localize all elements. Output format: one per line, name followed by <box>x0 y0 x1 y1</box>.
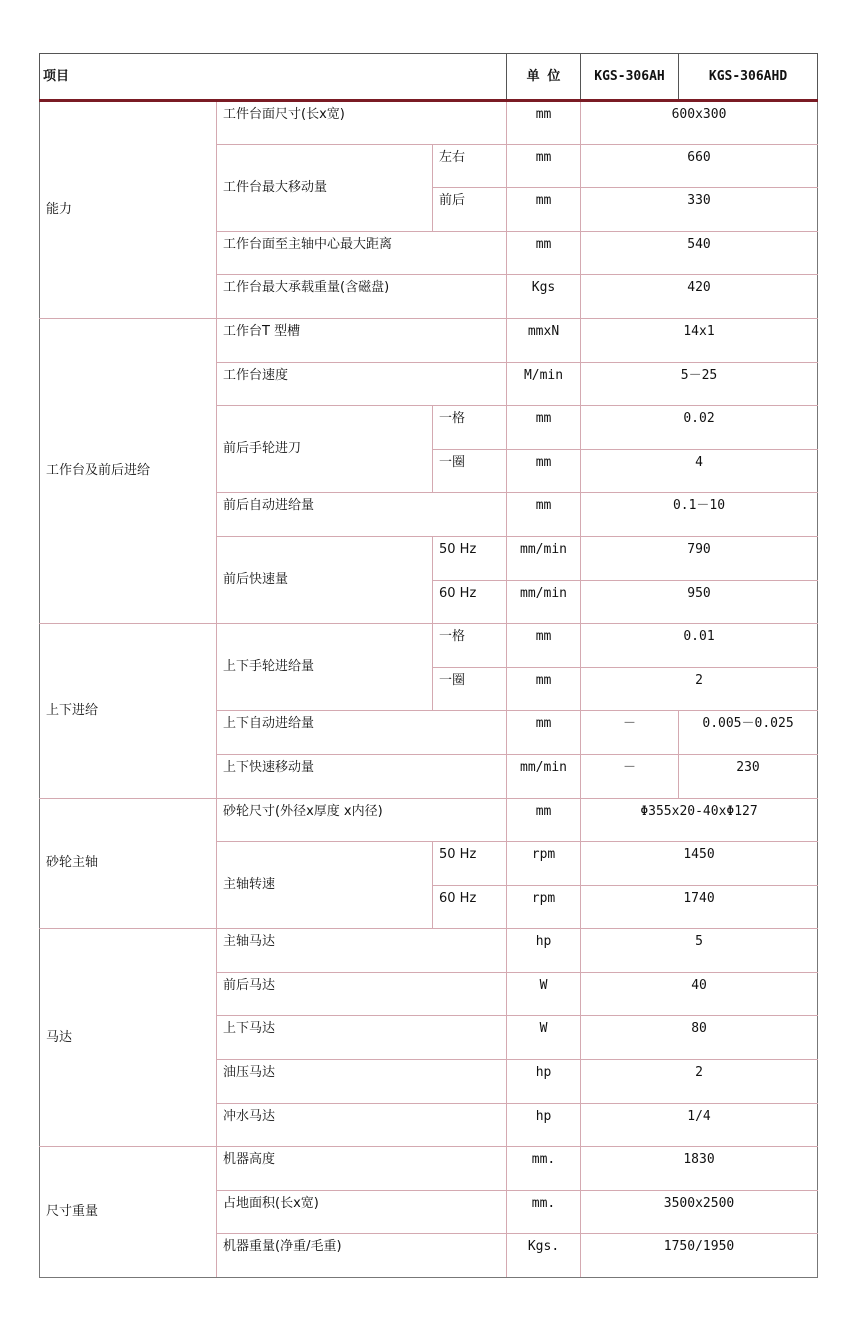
spec-value-model-b: 230 <box>679 754 818 798</box>
spec-subitem: 左右 <box>433 144 507 188</box>
table-row <box>40 929 818 973</box>
group-vertical-feed: 上下进给 <box>40 624 217 798</box>
spec-value: 420 <box>581 275 818 319</box>
spec-subitem: 一格 <box>433 406 507 450</box>
spec-name: 工件台面尺寸(长x宽) <box>217 101 507 145</box>
spec-value: 80 <box>581 1016 818 1060</box>
spec-value: 3500x2500 <box>581 1190 818 1234</box>
header-model-a: KGS-306AH <box>581 54 679 101</box>
header-model-b: KGS-306AHD <box>679 54 818 101</box>
spec-unit: mm <box>507 406 581 450</box>
spec-unit: mm <box>507 101 581 145</box>
spec-name: 占地面积(长x宽) <box>217 1190 507 1234</box>
spec-name: 工作台速度 <box>217 362 507 406</box>
spec-unit: hp <box>507 1103 581 1147</box>
spec-unit: mm <box>507 449 581 493</box>
spec-subitem: 50 Hz <box>433 536 507 580</box>
spec-name: 主轴转速 <box>217 842 433 929</box>
spec-unit: mm/min <box>507 536 581 580</box>
header-unit: 单 位 <box>507 54 581 101</box>
spec-unit: hp <box>507 1060 581 1104</box>
spec-name: 上下快速移动量 <box>217 754 507 798</box>
spec-unit: mm <box>507 493 581 537</box>
spec-value: 600x300 <box>581 101 818 145</box>
table-row <box>40 624 818 668</box>
spec-value: 1830 <box>581 1147 818 1191</box>
spec-name: 前后自动进给量 <box>217 493 507 537</box>
spec-name: 前后马达 <box>217 972 507 1016</box>
spec-name: 工作台面至主轴中心最大距离 <box>217 231 507 275</box>
spec-value: 0.02 <box>581 406 818 450</box>
spec-unit: mm <box>507 231 581 275</box>
table-row <box>40 798 818 842</box>
spec-value: 660 <box>581 144 818 188</box>
table-row <box>40 1147 818 1191</box>
spec-value: Φ355x20-40xΦ127 <box>581 798 818 842</box>
spec-subitem: 一格 <box>433 624 507 668</box>
spec-value: 5－25 <box>581 362 818 406</box>
spec-value-model-b: 0.005－0.025 <box>679 711 818 755</box>
spec-value: 790 <box>581 536 818 580</box>
spec-value: 5 <box>581 929 818 973</box>
spec-unit: Kgs. <box>507 1234 581 1278</box>
spec-value: 2 <box>581 667 818 711</box>
spec-unit: mmxN <box>507 318 581 362</box>
spec-value: 1750/1950 <box>581 1234 818 1278</box>
spec-unit: mm/min <box>507 754 581 798</box>
spec-name: 砂轮尺寸(外径x厚度 x内径) <box>217 798 507 842</box>
group-spindle: 砂轮主轴 <box>40 798 217 929</box>
spec-name: 工作台T 型槽 <box>217 318 507 362</box>
spec-name: 工件台最大移动量 <box>217 144 433 231</box>
spec-value: 1/4 <box>581 1103 818 1147</box>
spec-value: 0.01 <box>581 624 818 668</box>
group-capacity: 能力 <box>40 101 217 319</box>
spec-value: 0.1－10 <box>581 493 818 537</box>
group-motors: 马达 <box>40 929 217 1147</box>
spec-name: 上下马达 <box>217 1016 507 1060</box>
spec-subitem: 60 Hz <box>433 885 507 929</box>
spec-value: 1450 <box>581 842 818 886</box>
spec-unit: mm <box>507 798 581 842</box>
spec-name: 油压马达 <box>217 1060 507 1104</box>
spec-value: 2 <box>581 1060 818 1104</box>
spec-value-model-a: － <box>581 711 679 755</box>
header-row <box>40 54 818 101</box>
spec-subitem: 一圈 <box>433 667 507 711</box>
spec-table <box>39 53 818 1278</box>
spec-value: 540 <box>581 231 818 275</box>
table-row <box>40 318 818 362</box>
spec-unit: rpm <box>507 842 581 886</box>
spec-name: 冲水马达 <box>217 1103 507 1147</box>
spec-unit: M/min <box>507 362 581 406</box>
spec-name: 前后手轮进刀 <box>217 406 433 493</box>
spec-name: 前后快速量 <box>217 536 433 623</box>
spec-subitem: 50 Hz <box>433 842 507 886</box>
spec-value: 330 <box>581 188 818 232</box>
spec-unit: mm <box>507 144 581 188</box>
spec-subitem: 60 Hz <box>433 580 507 624</box>
spec-value: 14x1 <box>581 318 818 362</box>
spec-name: 机器重量(净重/毛重) <box>217 1234 507 1278</box>
spec-value-model-a: － <box>581 754 679 798</box>
spec-unit: W <box>507 972 581 1016</box>
spec-subitem: 前后 <box>433 188 507 232</box>
table-row <box>40 101 818 145</box>
spec-name: 上下手轮进给量 <box>217 624 433 711</box>
spec-subitem: 一圈 <box>433 449 507 493</box>
group-dimensions: 尺寸重量 <box>40 1147 217 1278</box>
spec-unit: W <box>507 1016 581 1060</box>
spec-name: 机器高度 <box>217 1147 507 1191</box>
spec-value: 950 <box>581 580 818 624</box>
spec-unit: mm <box>507 624 581 668</box>
spec-unit: mm <box>507 188 581 232</box>
spec-unit: mm <box>507 667 581 711</box>
spec-unit: Kgs <box>507 275 581 319</box>
group-table-feed: 工作台及前后进给 <box>40 318 217 623</box>
spec-unit: rpm <box>507 885 581 929</box>
spec-unit: mm. <box>507 1147 581 1191</box>
spec-unit: mm/min <box>507 580 581 624</box>
spec-value: 4 <box>581 449 818 493</box>
spec-unit: mm <box>507 711 581 755</box>
spec-value: 40 <box>581 972 818 1016</box>
spec-unit: hp <box>507 929 581 973</box>
spec-value: 1740 <box>581 885 818 929</box>
spec-name: 主轴马达 <box>217 929 507 973</box>
spec-unit: mm. <box>507 1190 581 1234</box>
header-item: 项目 <box>40 54 507 101</box>
spec-name: 上下自动进给量 <box>217 711 507 755</box>
spec-name: 工作台最大承载重量(含磁盘) <box>217 275 507 319</box>
